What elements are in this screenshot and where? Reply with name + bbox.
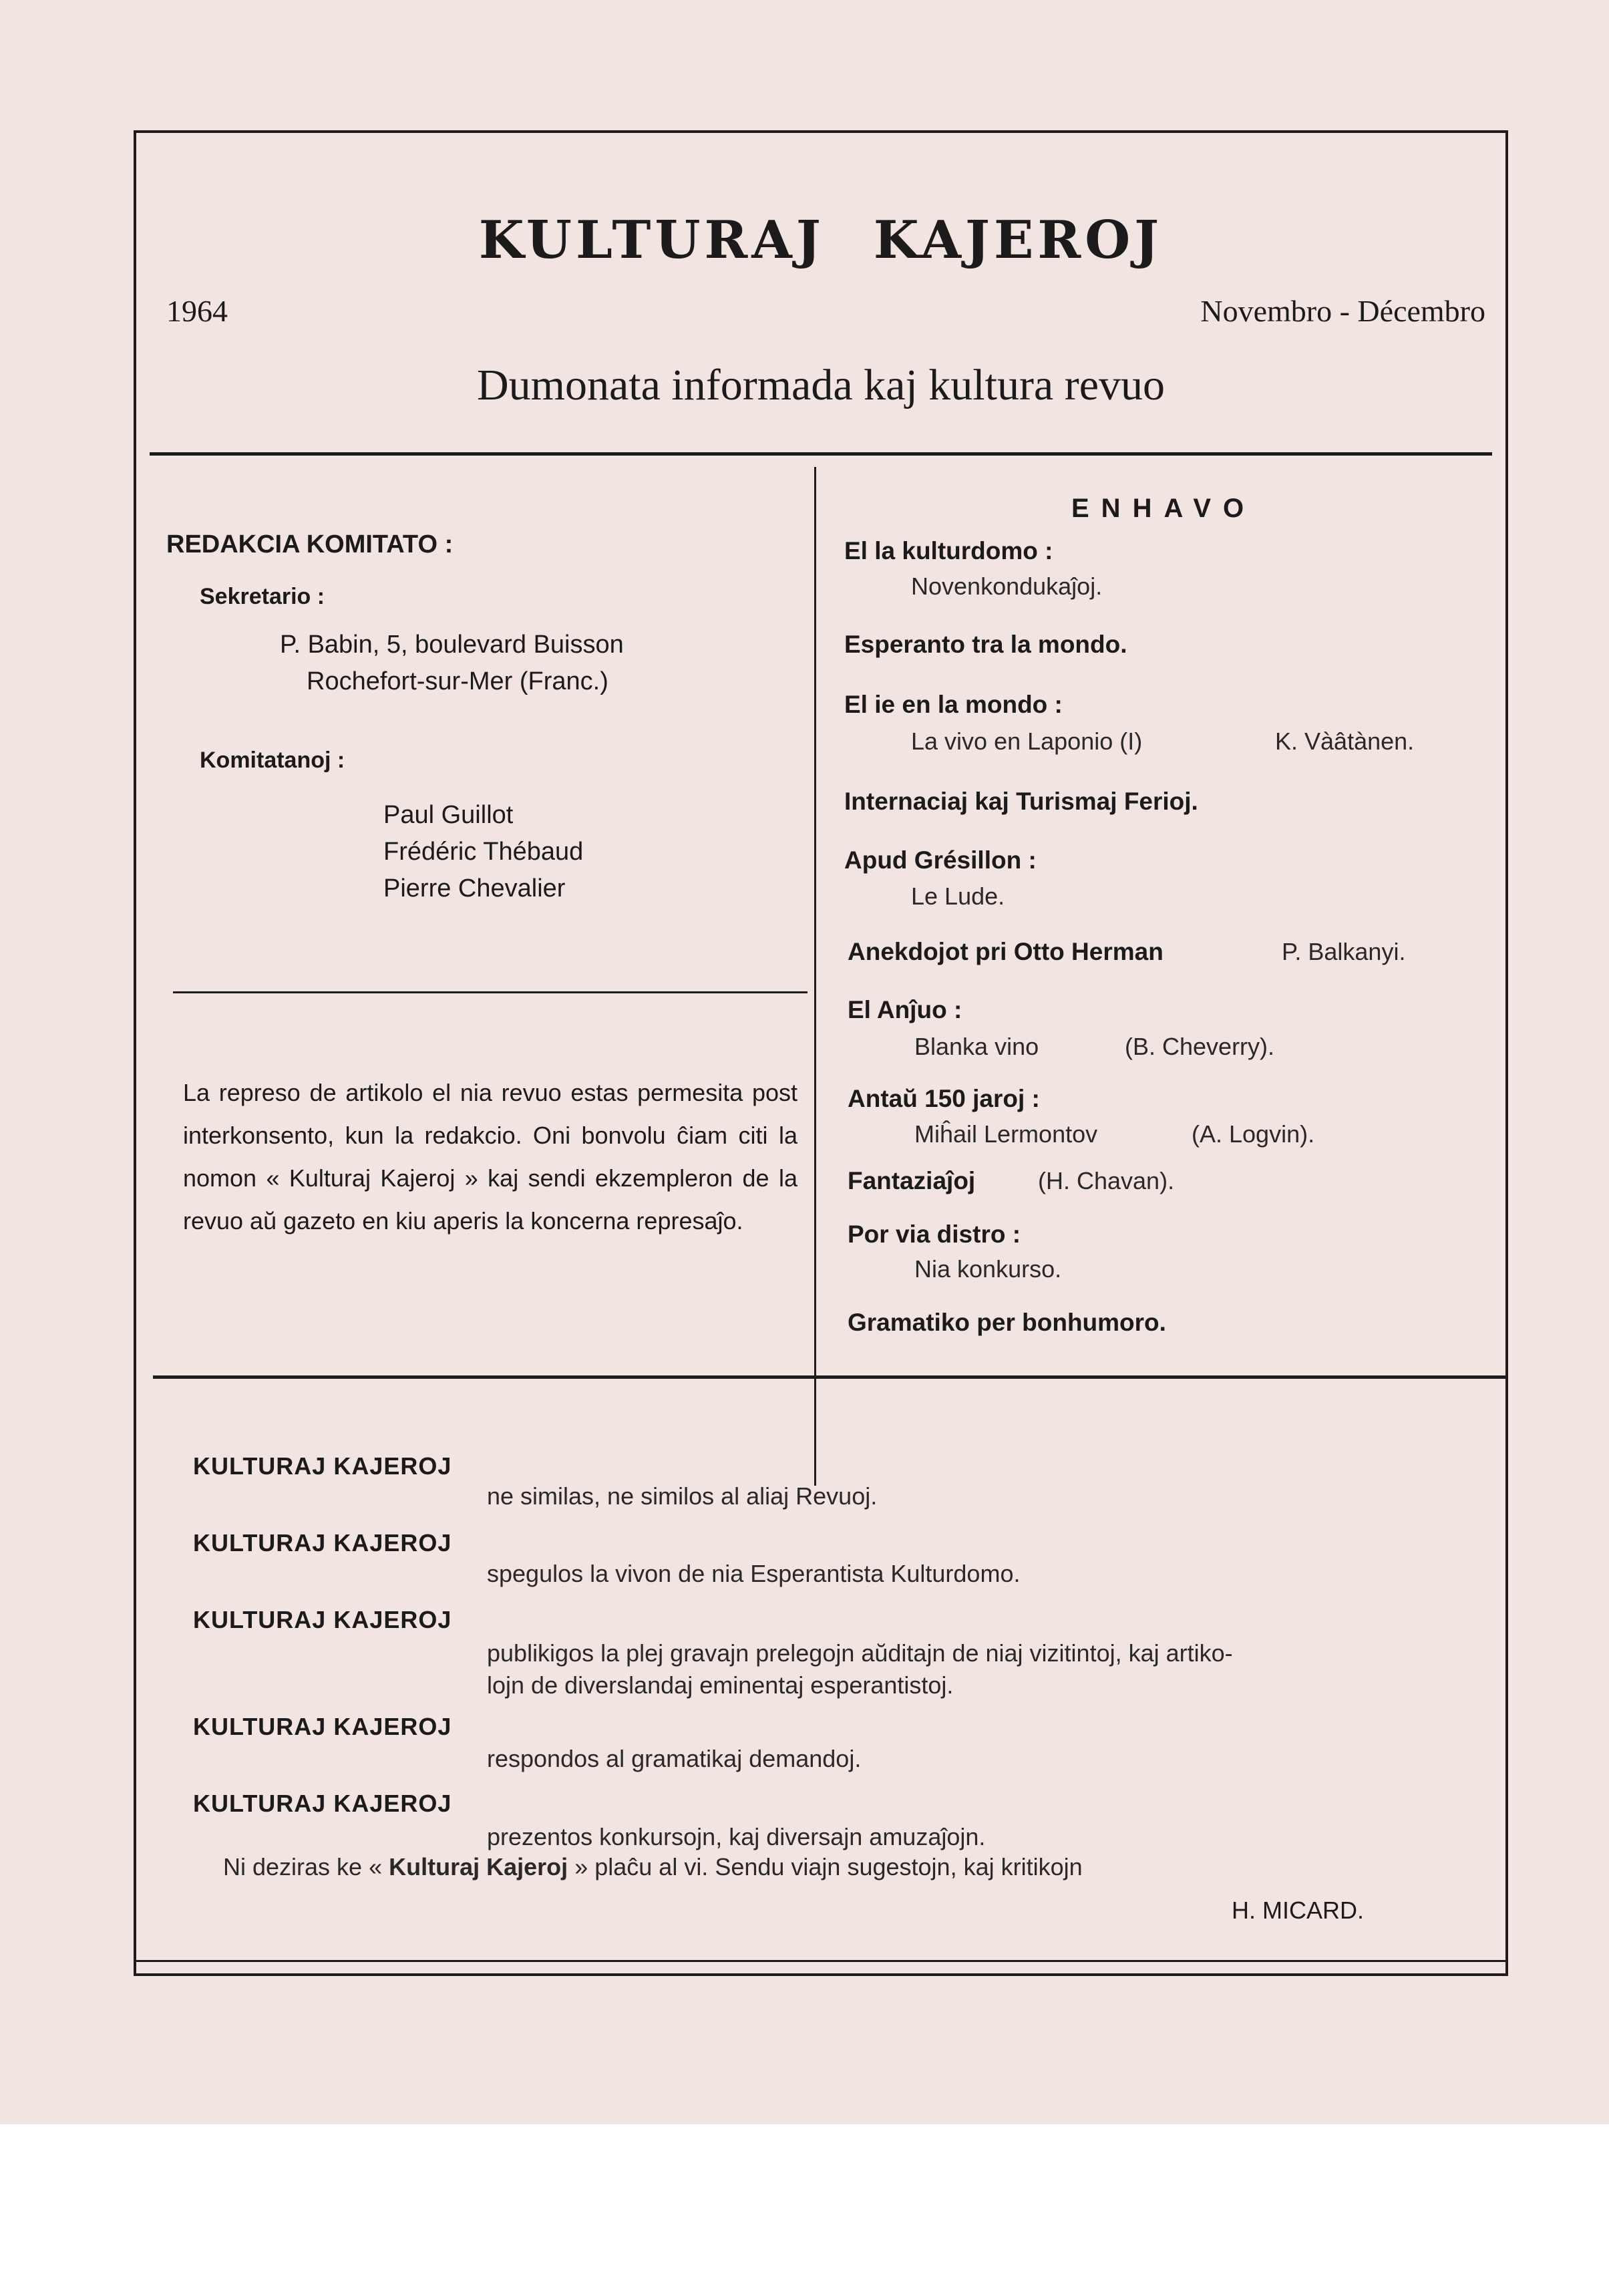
- contents-item-title: El ie en la mondo :: [844, 691, 1063, 718]
- member-name: Paul Guillot: [383, 801, 514, 829]
- contents-item-title: Por via distro :: [848, 1220, 1021, 1248]
- manifesto-line: publikigos la plej gravajn prelegojn aŭditajn de niaj vizitintoj, kaj artiko-: [487, 1639, 1233, 1667]
- signature: H. MICARD.: [1232, 1897, 1364, 1924]
- masthead-subtitle: Dumonata informada kaj kultura revuo: [477, 361, 1165, 409]
- member-name: Pierre Chevalier: [383, 874, 566, 903]
- contents-item-title: El Anĵuo :: [848, 996, 962, 1023]
- left-column-divider: [173, 991, 808, 993]
- contents-item-sub: Le Lude.: [911, 882, 1005, 910]
- contents-item-author: (B. Cheverry).: [1125, 1033, 1275, 1060]
- contents-item-title: Anekdojot pri Otto Herman: [848, 938, 1164, 965]
- contents-item-title: Esperanto tra la mondo.: [844, 631, 1127, 658]
- contents-item-title: Apud Grésillon :: [844, 846, 1037, 874]
- manifesto-name: KULTURAJ KAJEROJ: [193, 1529, 452, 1556]
- header-divider: [150, 452, 1492, 456]
- issue-period: Novembro - Décembro: [1200, 294, 1485, 328]
- contents-item-title: Antaŭ 150 jaroj :: [848, 1085, 1040, 1112]
- closing-line: [223, 1853, 1083, 1881]
- manifesto-line: lojn de diverslandaj eminentaj esperantistoj.: [487, 1671, 954, 1699]
- contents-item-sub: Novenkondukaĵoj.: [911, 572, 1103, 600]
- manifesto-name: KULTURAJ KAJEROJ: [193, 1452, 452, 1480]
- reprint-notice: La represo de artikolo el nia revuo estas permesita post interkonsento, kun la redakcio. Oni bonvolu ĉiam citi la nomon « Kulturaj Kajeroj » kaj sendi ekzempleron de la revuo aŭ gazeto en kiu aperis la koncerna represaĵo.: [183, 1079, 797, 1235]
- masthead-title: KULTURAJ KAJEROJ: [478, 210, 1164, 271]
- contents-item-title: Internaciaj kaj Turismaj Ferioj.: [844, 788, 1198, 815]
- contents-heading: ENHAVO: [1071, 494, 1256, 523]
- manifesto-line: prezentos konkursojn, kaj diversajn amuzaĵojn.: [487, 1823, 986, 1850]
- committee-heading: REDAKCIA KOMITATO :: [166, 530, 454, 558]
- secretary-label: Sekretario :: [200, 584, 325, 609]
- issue-year: 1964: [166, 294, 228, 328]
- contents-item-sub: Miĥail Lermontov: [914, 1120, 1098, 1148]
- manifesto-name: KULTURAJ KAJEROJ: [193, 1606, 452, 1633]
- closing-revue-name: Kulturaj Kajeroj: [389, 1853, 568, 1880]
- contents-item-author: K. Vàâtànen.: [1275, 727, 1415, 755]
- manifesto-name: KULTURAJ KAJEROJ: [193, 1790, 452, 1817]
- cover-frame: [134, 130, 1508, 1976]
- manifesto-line: ne similas, ne similos al aliaj Revuoj.: [487, 1482, 878, 1510]
- manifesto-name: KULTURAJ KAJEROJ: [193, 1713, 452, 1740]
- column-divider: [814, 467, 816, 1486]
- contents-item-title: Gramatiko per bonhumoro.: [848, 1309, 1166, 1336]
- secretary-address-line: P. Babin, 5, boulevard Buisson: [280, 631, 624, 659]
- contents-item-sub: Nia konkurso.: [914, 1255, 1062, 1283]
- manifesto-line: respondos al gramatikaj demandoj.: [487, 1745, 862, 1772]
- contents-bottom-divider: [153, 1375, 1505, 1379]
- contents-item-sub: La vivo en Laponio (I): [911, 727, 1143, 755]
- bottom-rule: [136, 1960, 1505, 1962]
- members-label: Komitatanoj :: [200, 748, 345, 773]
- secretary-address-line: Rochefort-sur-Mer (Franc.): [307, 667, 608, 695]
- contents-item-author: P. Balkanyi.: [1282, 938, 1406, 965]
- manifesto-line: spegulos la vivon de nia Esperantista Kulturdomo.: [487, 1560, 1021, 1587]
- contents-item-author: (H. Chavan).: [1038, 1167, 1175, 1194]
- contents-item-author: (A. Logvin).: [1192, 1120, 1315, 1148]
- contents-item-title: Fantaziaĵoj: [848, 1167, 976, 1194]
- contents-item-sub: Blanka vino: [914, 1033, 1039, 1060]
- closing-text: » plaĉu al vi. Sendu viajn sugestojn, kaj kritikojn: [574, 1853, 1083, 1880]
- closing-text: Ni deziras ke «: [223, 1853, 383, 1880]
- member-name: Frédéric Thébaud: [383, 838, 584, 866]
- contents-item-title: El la kulturdomo :: [844, 537, 1053, 564]
